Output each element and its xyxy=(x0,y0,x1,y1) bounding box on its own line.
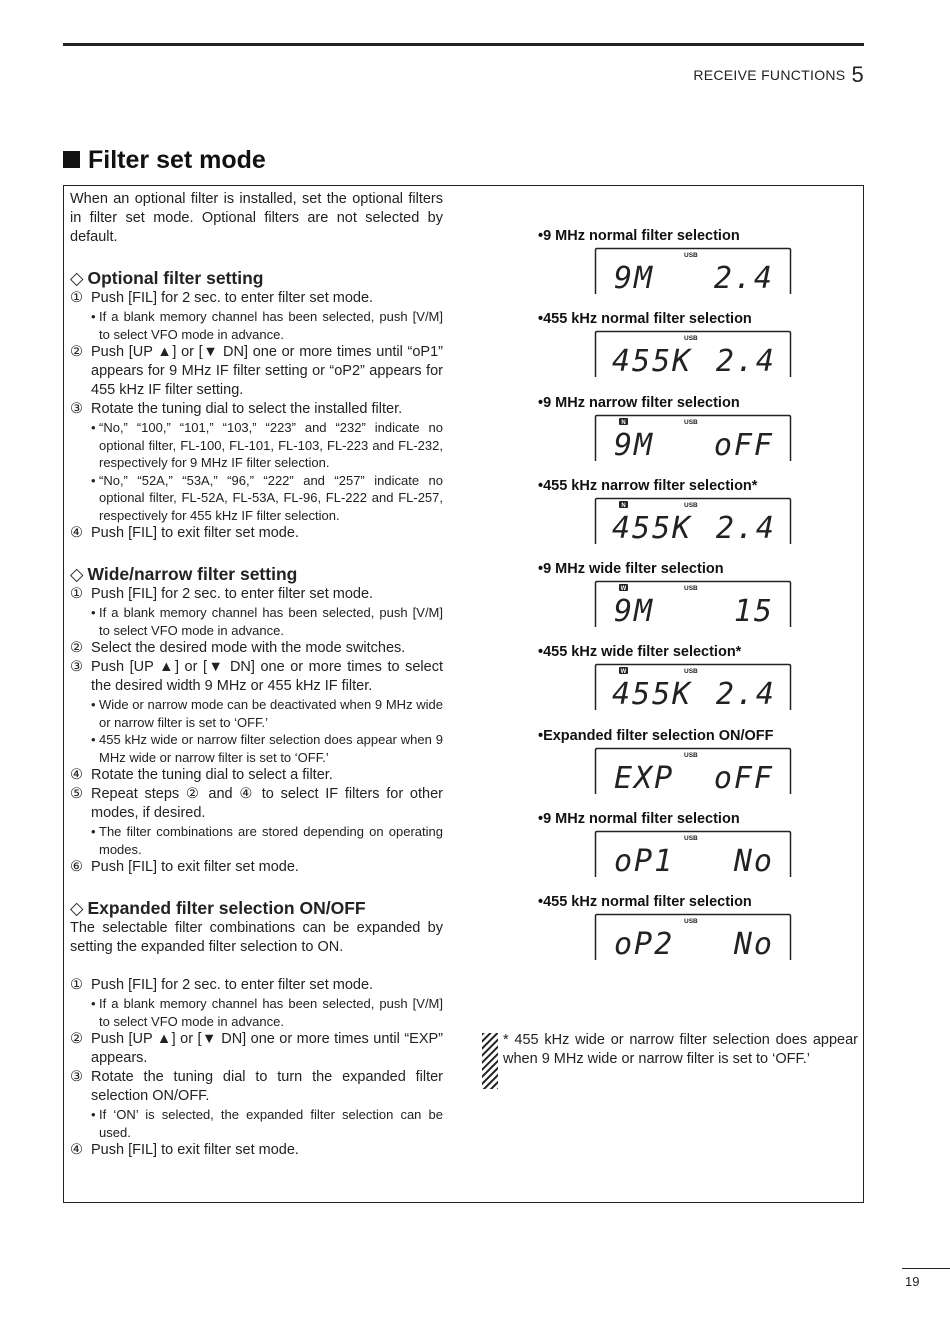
display-example xyxy=(538,892,863,975)
display-caption: •455 kHz normal filter selection xyxy=(538,311,752,328)
step-item xyxy=(70,1068,443,1106)
step-text: Push [FIL] for 2 sec. to enter filter set mode. xyxy=(91,586,374,602)
step-note: • Wide or narrow mode can be deactivated when 9 MHz wide or narrow filter is set to ‘OFF.’ xyxy=(70,696,443,731)
subsection-heading-optional xyxy=(70,267,443,289)
footnote-text: * 455 kHz wide or narrow filter selection does appear when 9 MHz wide or narrow filter is set to ‘OFF.’ xyxy=(503,1032,858,1067)
lcd-display xyxy=(594,663,792,711)
section-title: Filter set mode xyxy=(88,146,266,174)
step-text: Push [FIL] to exit filter set mode. xyxy=(91,1142,299,1158)
step-text: Rotate the tuning dial to turn the expanded filter selection ON/OFF. xyxy=(91,1069,443,1104)
step-item xyxy=(70,976,443,995)
display-example xyxy=(538,476,863,559)
page-number-rule xyxy=(902,1268,950,1269)
step-number: ④ xyxy=(70,767,83,783)
lcd-readout: 9M xyxy=(614,594,655,629)
step-text: Push [UP ▲] or [▼ DN] one or more times until “oP1” appears for 9 MHz IF filter setting or “oP2” appears for 455 kHz IF filter setting. xyxy=(91,344,443,398)
display-caption: •455 kHz narrow filter selection* xyxy=(538,477,758,494)
step-text: Rotate the tuning dial to select a filter. xyxy=(91,767,333,783)
display-example xyxy=(538,226,863,309)
step-item xyxy=(70,343,443,400)
mode-indicator: USB xyxy=(684,418,698,426)
step-note: • If a blank memory channel has been selected, push [V/M] to select VFO mode in advance. xyxy=(70,995,443,1030)
mode-indicator: USB xyxy=(684,252,698,259)
step-note: • If a blank memory channel has been selected, push [V/M] to select VFO mode in advance. xyxy=(70,604,443,639)
lcd-readout: oP2 xyxy=(614,927,675,962)
step-text: Push [UP ▲] or [▼ DN] one or more times to select the desired width 9 MHz or 455 kHz IF filter. xyxy=(91,659,443,694)
lcd-readout: oFF xyxy=(713,760,774,795)
chapter-header xyxy=(693,62,864,88)
display-examples-column xyxy=(538,226,863,976)
step-text: Push [FIL] to exit filter set mode. xyxy=(91,525,299,541)
mode-indicator: USB xyxy=(684,835,698,843)
subsection-heading-widenarrow xyxy=(70,563,443,585)
mode-indicator: USB xyxy=(684,585,698,593)
diamond-icon: ◇ xyxy=(70,564,84,584)
width-badge-label: W xyxy=(620,669,627,676)
step-number: ⑤ xyxy=(70,786,83,802)
display-example xyxy=(538,309,863,392)
header-rule xyxy=(63,43,864,46)
lcd-display xyxy=(594,247,792,295)
section-title-block xyxy=(63,146,266,175)
lcd-readout: 2.4 xyxy=(715,677,776,712)
step-note: • “No,” “52A,” “53A,” “96,” “222” and “257” indicate no optional filter, FL-52A, FL-53A, FL-96, FL-222 and FL-257, respectively for 455 kHz IF filter selection. xyxy=(70,472,443,525)
lcd-display xyxy=(594,497,792,545)
step-item xyxy=(70,639,443,658)
widenarrow-steps xyxy=(70,585,443,877)
display-caption: •Expanded filter selection ON/OFF xyxy=(538,727,774,744)
lcd-readout: oFF xyxy=(713,427,774,462)
step-text: Repeat steps ② and ④ to select IF filters for other modes, if desired. xyxy=(91,786,443,821)
lcd-readout: No xyxy=(733,844,774,879)
expanded-intro: The selectable filter combinations can be expanded by setting the expanded filter selection to ON. xyxy=(70,920,443,955)
step-text: Push [FIL] for 2 sec. to enter filter set mode. xyxy=(91,290,374,306)
display-caption: •9 MHz wide filter selection xyxy=(538,561,724,578)
lcd-readout: 455K xyxy=(612,510,693,545)
display-example xyxy=(538,642,863,725)
display-example xyxy=(538,809,863,892)
heading-text: Wide/narrow filter setting xyxy=(87,564,298,584)
step-number: ① xyxy=(70,977,83,993)
lcd-display xyxy=(594,580,792,628)
step-number: ④ xyxy=(70,525,83,541)
step-text: Push [FIL] to exit filter set mode. xyxy=(91,859,299,875)
step-item xyxy=(70,785,443,823)
step-note: • If ‘ON’ is selected, the expanded filter selection can be used. xyxy=(70,1106,443,1141)
lcd-readout: 455K xyxy=(612,677,693,712)
mode-indicator: USB xyxy=(684,751,698,759)
step-item xyxy=(70,524,443,543)
diamond-icon: ◇ xyxy=(70,898,84,918)
display-example xyxy=(538,559,863,642)
lcd-display xyxy=(594,830,792,878)
lcd-readout: EXP xyxy=(614,760,675,795)
step-item xyxy=(70,658,443,696)
chapter-title: RECEIVE FUNCTIONS xyxy=(693,67,846,83)
subsection-heading-expanded xyxy=(70,897,443,919)
width-badge-label: W xyxy=(620,585,627,592)
step-item xyxy=(70,585,443,604)
optional-steps xyxy=(70,289,443,543)
page-number: 19 xyxy=(905,1274,920,1289)
step-number: ⑥ xyxy=(70,859,83,875)
lcd-display xyxy=(594,330,792,378)
lcd-display xyxy=(594,913,792,961)
step-number: ③ xyxy=(70,1069,83,1085)
step-note: • 455 kHz wide or narrow filter selection does appear when 9 MHz wide or narrow filter is set to ‘OFF.’ xyxy=(70,731,443,766)
step-note: • If a blank memory channel has been selected, push [V/M] to select VFO mode in advance. xyxy=(70,308,443,343)
lcd-readout: 2.4 xyxy=(715,344,776,379)
lcd-readout: 455K xyxy=(612,344,693,379)
heading-text: Optional filter setting xyxy=(87,268,264,288)
step-item xyxy=(70,858,443,877)
expanded-steps xyxy=(70,976,443,1160)
step-item xyxy=(70,1141,443,1160)
step-number: ② xyxy=(70,344,83,360)
step-number: ① xyxy=(70,290,83,306)
width-badge-label: N xyxy=(621,419,626,426)
step-note: • The filter combinations are stored depending on operating modes. xyxy=(70,823,443,858)
step-number: ③ xyxy=(70,659,83,675)
step-item xyxy=(70,766,443,785)
lcd-readout: 9M xyxy=(614,261,655,295)
display-caption: •455 kHz wide filter selection* xyxy=(538,644,742,661)
step-number: ③ xyxy=(70,401,83,417)
step-text: Push [UP ▲] or [▼ DN] one or more times until “EXP” appears. xyxy=(91,1031,443,1066)
step-item xyxy=(70,400,443,419)
step-number: ④ xyxy=(70,1142,83,1158)
hatch-marker-icon xyxy=(482,1033,498,1089)
step-text: Push [FIL] for 2 sec. to enter filter set mode. xyxy=(91,977,374,993)
display-caption: •9 MHz normal filter selection xyxy=(538,228,740,244)
heading-text: Expanded filter selection ON/OFF xyxy=(87,898,366,918)
step-number: ① xyxy=(70,586,83,602)
mode-indicator: USB xyxy=(684,335,698,343)
instructions-column xyxy=(70,190,443,1160)
width-badge-label: N xyxy=(621,502,626,509)
chapter-number: 5 xyxy=(851,62,864,87)
square-bullet-icon xyxy=(63,151,80,168)
lcd-readout: 2.4 xyxy=(715,510,776,545)
mode-indicator: USB xyxy=(684,918,698,926)
diamond-icon: ◇ xyxy=(70,268,84,288)
step-text: Select the desired mode with the mode switches. xyxy=(91,640,406,656)
display-caption: •455 kHz normal filter selection xyxy=(538,894,752,911)
lcd-readout: 15 xyxy=(733,594,774,629)
step-text: Rotate the tuning dial to select the installed filter. xyxy=(91,401,403,417)
intro-text: When an optional filter is installed, set the optional filters in filter set mode. Optional filters are not selected by default. xyxy=(70,191,443,245)
step-item xyxy=(70,1030,443,1068)
display-example xyxy=(538,726,863,809)
step-note: • “No,” “100,” “101,” “103,” “223” and “232” indicate no optional filter, FL-100, FL-101, FL-103, FL-223 and FL-232, respectively for 9 MHz IF filter selection. xyxy=(70,419,443,472)
display-caption: •9 MHz normal filter selection xyxy=(538,811,740,828)
lcd-readout: No xyxy=(733,927,774,962)
step-number: ② xyxy=(70,640,83,656)
lcd-readout: 9M xyxy=(614,427,655,462)
lcd-display xyxy=(594,747,792,795)
step-number: ② xyxy=(70,1031,83,1047)
display-example xyxy=(538,393,863,476)
mode-indicator: USB xyxy=(684,668,698,676)
lcd-readout: oP1 xyxy=(614,844,675,879)
lcd-display xyxy=(594,414,792,462)
step-item xyxy=(70,289,443,308)
display-caption: •9 MHz narrow filter selection xyxy=(538,394,740,411)
mode-indicator: USB xyxy=(684,501,698,509)
lcd-readout: 2.4 xyxy=(713,261,774,295)
